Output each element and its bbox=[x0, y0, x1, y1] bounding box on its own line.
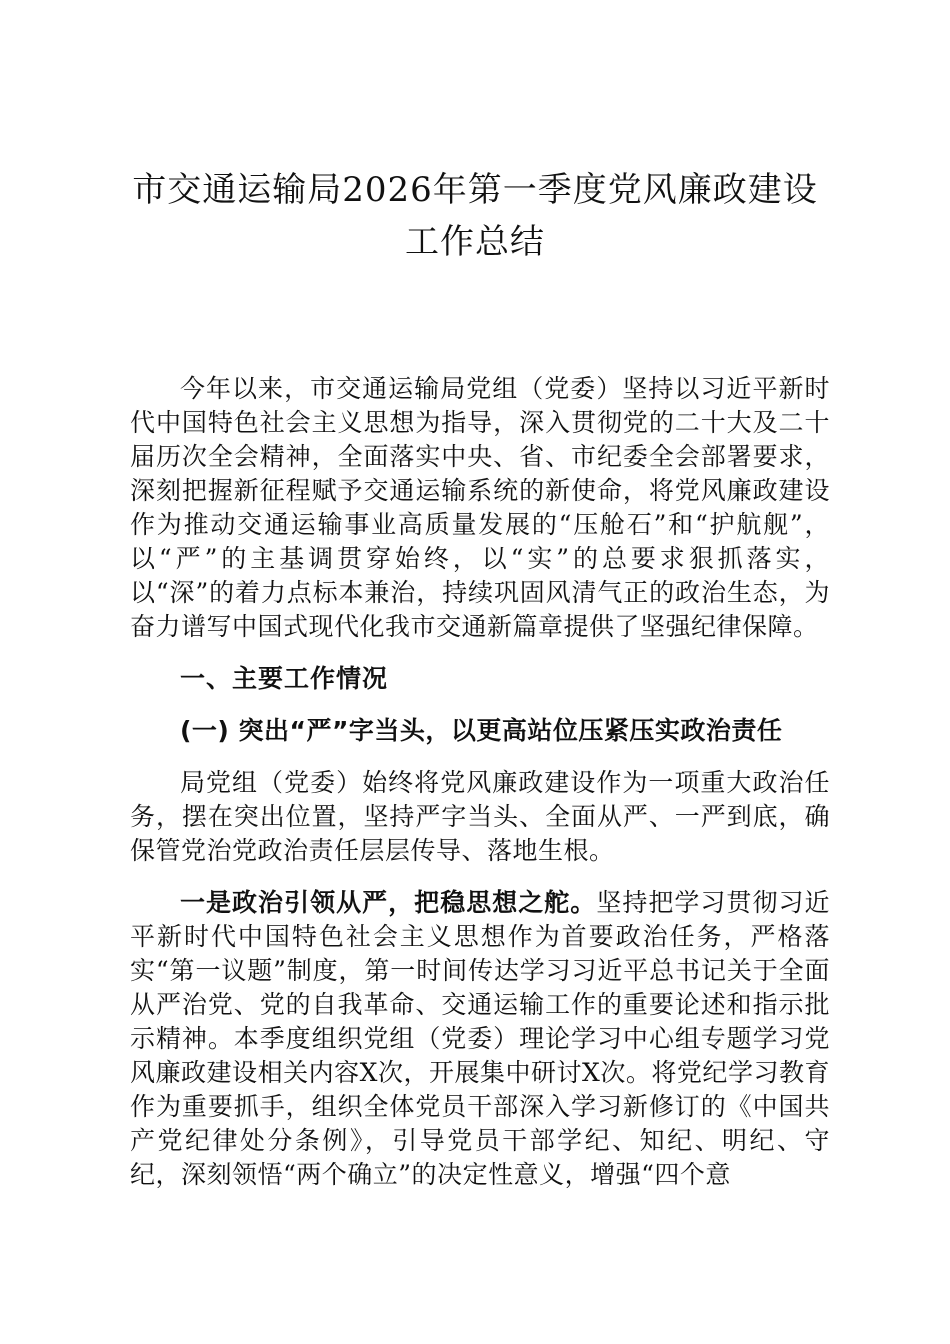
intro-paragraph: 今年以来，市交通运输局党组（党委）坚持以习近平新时代中国特色社会主义思想为指导，深入贯彻党的二十大及二十届历次全会精神，全面落实中央、省、市纪委全会部署要求，深刻把握新征程赋予交通运输系统的新使命，将党风廉政建设作为推动交通运输事业高质量发展的“压舱石”和“护航舰”，以“严”的主基调贯穿始终，以“实”的总要求狠抓落实，以“深”的着力点标本兼治，持续巩固风清气正的政治生态，为奋力谱写中国式现代化我市交通新篇章提供了坚强纪律保障。 bbox=[130, 374, 830, 641]
point-text: 坚持把学习贯彻习近平新时代中国特色社会主义思想作为首要政治任务，严格落实“第一议题”制度，第一时间传达学习习近平总书记关于全面从严治党、党的自我革命、交通运输工作的重要论述和指示批示精神。本季度组织党组（党委）理论学习中心组专题学习党风廉政建设相关内容X次，开展集中研讨X次。将党纪学习教育作为重要抓手，组织全体党员干部深入学习新修订的《中国共产党纪律处分条例》，引导党员干部学纪、知纪、明纪、守纪，深刻领悟“两个确立”的决定性意义，增强“四个意 bbox=[130, 888, 830, 1189]
point-paragraph bbox=[130, 886, 830, 1192]
subsection-heading: (一) 突出“严”字当头，以更高站位压紧压实政治责任 bbox=[180, 716, 783, 745]
point-lead: 一是政治引领从严，把稳思想之舵。 bbox=[180, 888, 597, 917]
subsection-paragraph: 局党组（党委）始终将党风廉政建设作为一项重大政治任务，摆在突出位置，坚持严字当头、全面从严、一严到底，确保管党治党政治责任层层传导、落地生根。 bbox=[130, 768, 830, 865]
section-heading: 一、主要工作情况 bbox=[180, 664, 389, 693]
document-title-line2: 工作总结 bbox=[405, 222, 545, 262]
document-body bbox=[130, 372, 830, 1192]
document-title-line1: 市交通运输局2026年第一季度党风廉政建设 bbox=[132, 170, 818, 210]
